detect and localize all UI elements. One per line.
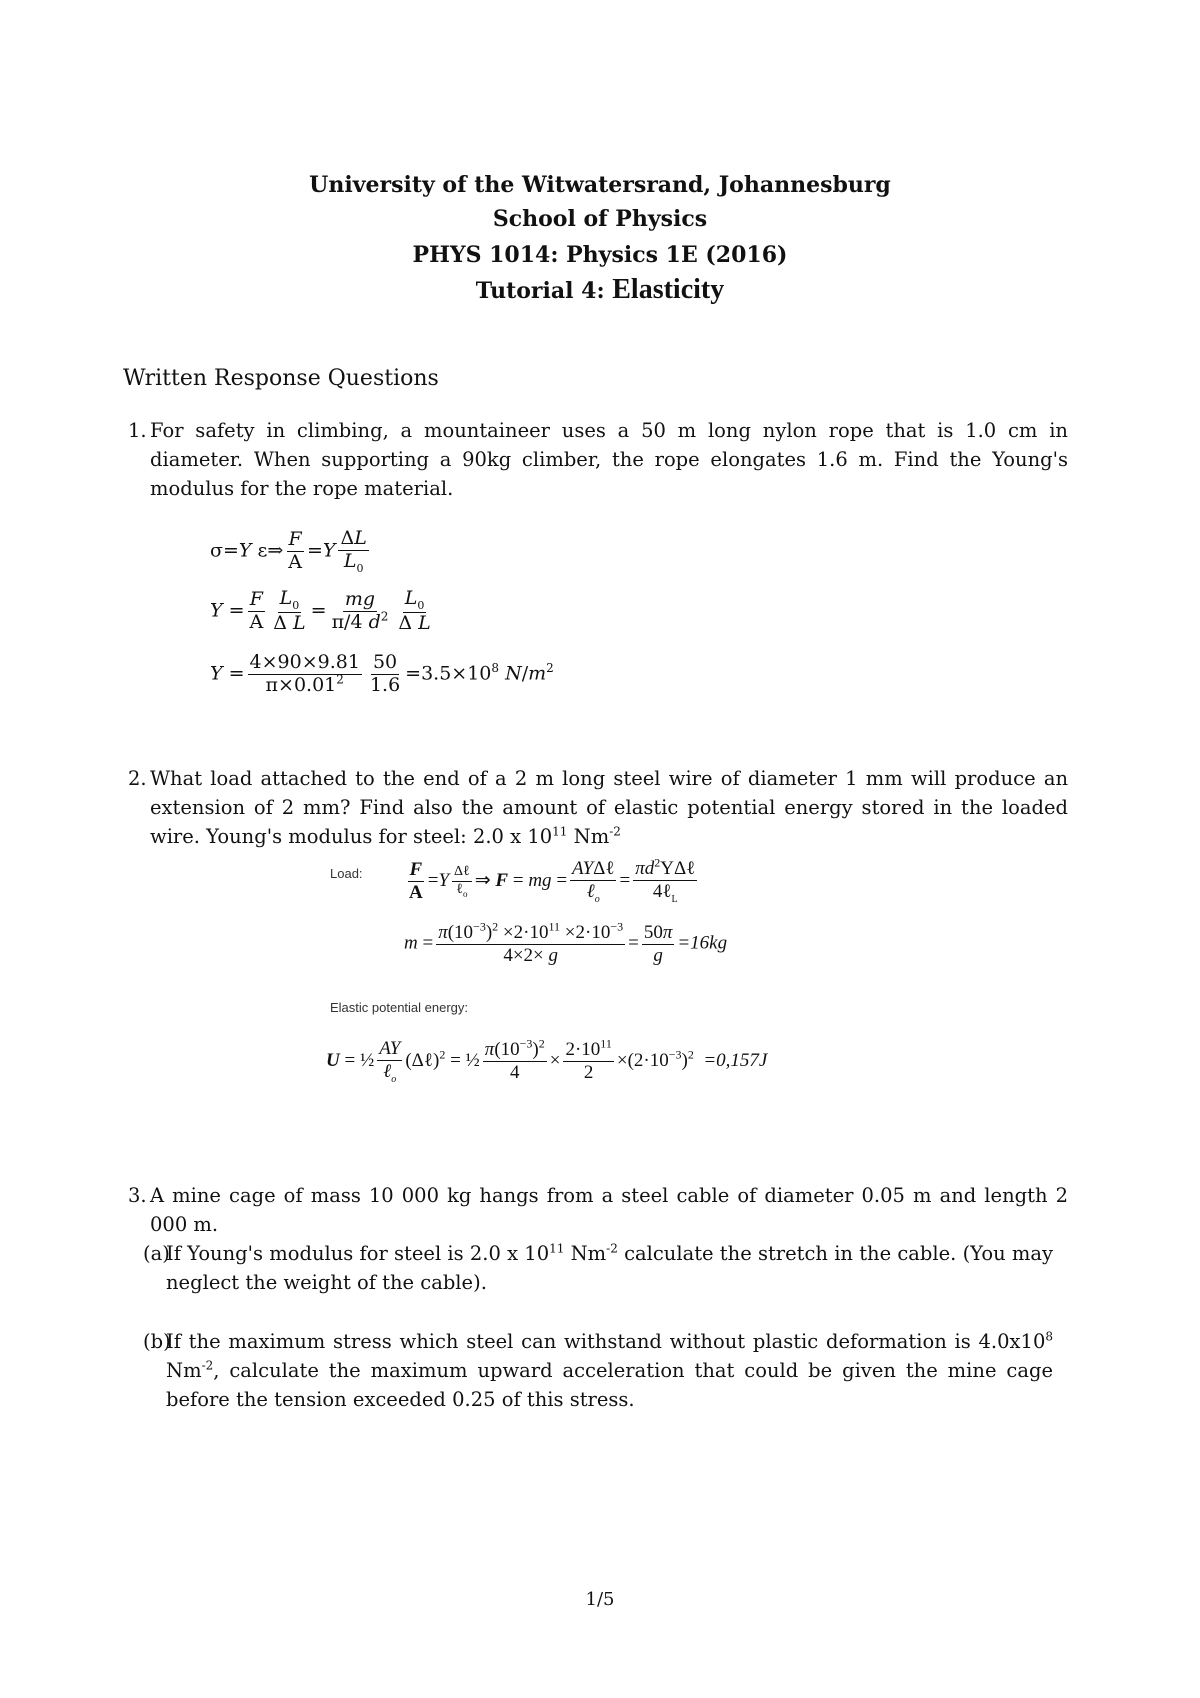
- tutorial-title: [0, 274, 1200, 306]
- question-3b: [143, 1327, 1053, 1414]
- question-text: A mine cage of mass 10 000 kg hangs from a steel cable of diameter 0.05 m and length 2 000 m.: [150, 1184, 1068, 1236]
- tutorial-topic: Elasticity: [612, 274, 725, 305]
- question-number: 1.: [128, 419, 147, 442]
- part-text: If the maximum stress which steel can withstand without plastic deformation is $4.0x10^8$ $Nm^{-2}$, calculate the maximum upward acceleration that could be given the mine cage before the tension exceeded 0.25 of this stress.: [166, 1329, 1053, 1411]
- mass-result: =16kg: [677, 932, 728, 954]
- q1-equation-2: Y = $\frac{F}{A}$ $\frac{L_0}{\text{Δ L}}$ = $\frac{mg}{\pi/4 d^2}$ $\frac{L_0}{\text{Δ L}}$: [210, 587, 431, 635]
- university-name: University of the Witwatersrand, Johannesburg: [309, 172, 891, 198]
- school-name: School of Physics: [492, 206, 708, 232]
- part-label: (b): [143, 1330, 171, 1353]
- epe-label: Elastic potential energy:: [330, 1000, 469, 1015]
- q2-energy-equation: U = ½ $\frac{AY}{\ell_o}$ (Δℓ)$^2$ = ½ $\frac{\pi(10^{-3})^2}{4}$ × $\frac{2\cdot 10^{11}}{2}$ $\times(2\cdot 10^{-3})^2 =0,157J$: [326, 1036, 768, 1085]
- question-1: [128, 416, 1068, 503]
- q2-mass-equation: m = $\frac{\pi(10^{-3})^2 \times 2\cdot 10^{11} \times 2\cdot 10^{-3}}{4\times 2\times g}$ = $\frac{50\pi}{g}$ =16kg: [404, 919, 728, 966]
- q2-load-equation: $\frac{F}{A}$ =Y $\frac{\text{Δℓ}}{\ell_o}$ ⇒ F = mg = $\frac{\text{AYΔℓ}}{\ell_o}$ = $\frac{\pi d^2Y\Delta\ell}{4\ell_L}$: [409, 855, 696, 905]
- course-title: PHYS 1014: Physics 1E (2016): [412, 242, 788, 268]
- q1-equation-3: Y = $\frac{4\times 90\times 9.81}{\pi\times 0.01^2}$ $\frac{50}{1.6}$ $=3.5\times 10^8$ $N/m^2$: [210, 651, 554, 696]
- question-text: What load attached to the end of a 2 m long steel wire of diameter 1 mm will produce an extension of 2 mm? Find also the amount of elastic potential energy stored in the loaded wire. Young's modulus for steel: 2.0 x $10^{11}$ $Nm^{-2}$: [150, 767, 1068, 848]
- section-title: Written Response Questions: [123, 366, 439, 391]
- page-number: 1/5: [585, 1589, 615, 1610]
- question-3: [128, 1181, 1068, 1239]
- part-label: (a): [143, 1242, 170, 1265]
- question-number: 3.: [128, 1184, 147, 1207]
- load-label: Load:: [330, 866, 363, 881]
- part-text: If Young's modulus for steel is 2.0 x $10^{11}$ $Nm^{-2}$ calculate the stretch in the cable. (You may neglect the weight of the cable).: [166, 1241, 1053, 1294]
- tutorial-prefix: Tutorial 4:: [475, 278, 613, 304]
- question-3a: [143, 1239, 1053, 1297]
- question-number: 2.: [128, 767, 147, 790]
- question-2: [128, 764, 1068, 851]
- q1-equation-1: σ=Y ε⇒ $\frac{F}{A}$ =Y $\frac{\Delta L}{L_0}$: [210, 527, 367, 575]
- question-text: For safety in climbing, a mountaineer uses a 50 m long nylon rope that is 1.0 cm in diameter. When supporting a 90kg climber, the rope elongates 1.6 m. Find the Young's modulus for the rope material.: [150, 419, 1068, 500]
- energy-result: =0,157J: [703, 1049, 768, 1071]
